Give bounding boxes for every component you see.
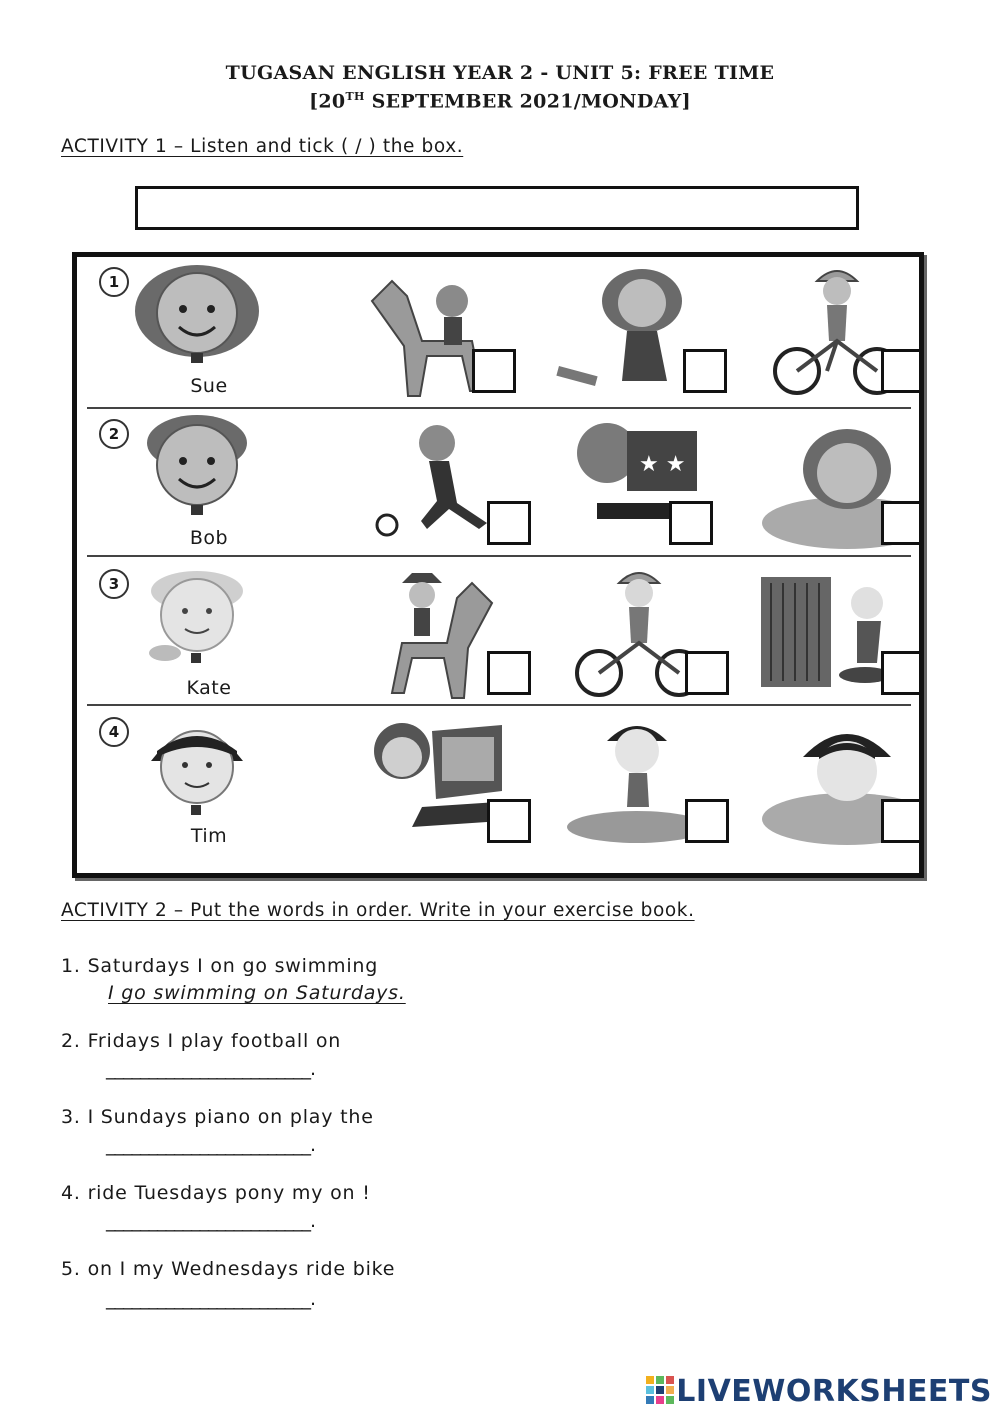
liveworksheets-brand (646, 1374, 992, 1409)
child-name: Tim (190, 825, 228, 847)
child-name: Bob (189, 527, 229, 549)
tick-box[interactable] (881, 349, 924, 393)
activity1-row (87, 559, 919, 709)
date-post: SEPTEMBER 2021/MONDAY] (364, 90, 691, 113)
audio-answer-box[interactable] (135, 186, 859, 230)
activity2-heading: ACTIVITY 2 – Put the words in order. Write in your exercise book. (61, 900, 695, 921)
child-name: Sue (190, 375, 228, 397)
tick-box[interactable] (487, 651, 531, 695)
worksheet-date (0, 90, 1000, 112)
question-4: 4. ride Tuesdays pony my on ! (61, 1182, 371, 1204)
tick-box[interactable] (685, 651, 729, 695)
answer-blank-4[interactable]: ________________________. (106, 1210, 316, 1232)
question-2: 2. Fridays I play football on (61, 1030, 342, 1052)
worksheet-title: TUGASAN ENGLISH YEAR 2 - UNIT 5: FREE TIME (225, 62, 775, 84)
tick-box[interactable] (472, 349, 516, 393)
tick-box[interactable] (683, 349, 727, 393)
brand-name: LIVEWORKSHEETS (676, 1374, 992, 1409)
row-number: 4 (99, 717, 129, 747)
question-3: 3. I Sundays piano on play the (61, 1106, 374, 1128)
tick-box[interactable] (881, 799, 924, 843)
example-answer: I go swimming on Saturdays. (108, 982, 406, 1004)
activity1-row (87, 257, 919, 407)
activity1-panel (72, 252, 924, 878)
liveworksheets-logo-icon (646, 1376, 674, 1404)
answer-blank-2[interactable]: ________________________. (106, 1058, 316, 1080)
child-name: Kate (186, 677, 232, 699)
row-number: 3 (99, 569, 129, 599)
answer-blank-3[interactable]: ________________________. (106, 1134, 316, 1156)
row-number: 2 (99, 419, 129, 449)
tick-box[interactable] (881, 501, 924, 545)
tick-box[interactable] (669, 501, 713, 545)
activity1-row (87, 707, 919, 857)
row-number: 1 (99, 267, 129, 297)
date-pre: [20 (309, 90, 346, 113)
answer-blank-5[interactable]: ________________________. (106, 1288, 316, 1310)
tick-box[interactable] (881, 651, 924, 695)
tick-box[interactable] (487, 799, 531, 843)
question-1: 1. Saturdays I on go swimming (61, 955, 379, 977)
activity1-heading: ACTIVITY 1 – Listen and tick ( / ) the box. (61, 136, 464, 157)
date-sup: TH (345, 90, 365, 103)
svg-text:★ ★: ★ ★ (639, 452, 686, 477)
tick-box[interactable] (487, 501, 531, 545)
row-divider (87, 704, 911, 706)
tick-box[interactable] (685, 799, 729, 843)
row-divider (87, 555, 911, 557)
question-5: 5. on I my Wednesdays ride bike (61, 1258, 396, 1280)
activity1-row (87, 409, 919, 559)
